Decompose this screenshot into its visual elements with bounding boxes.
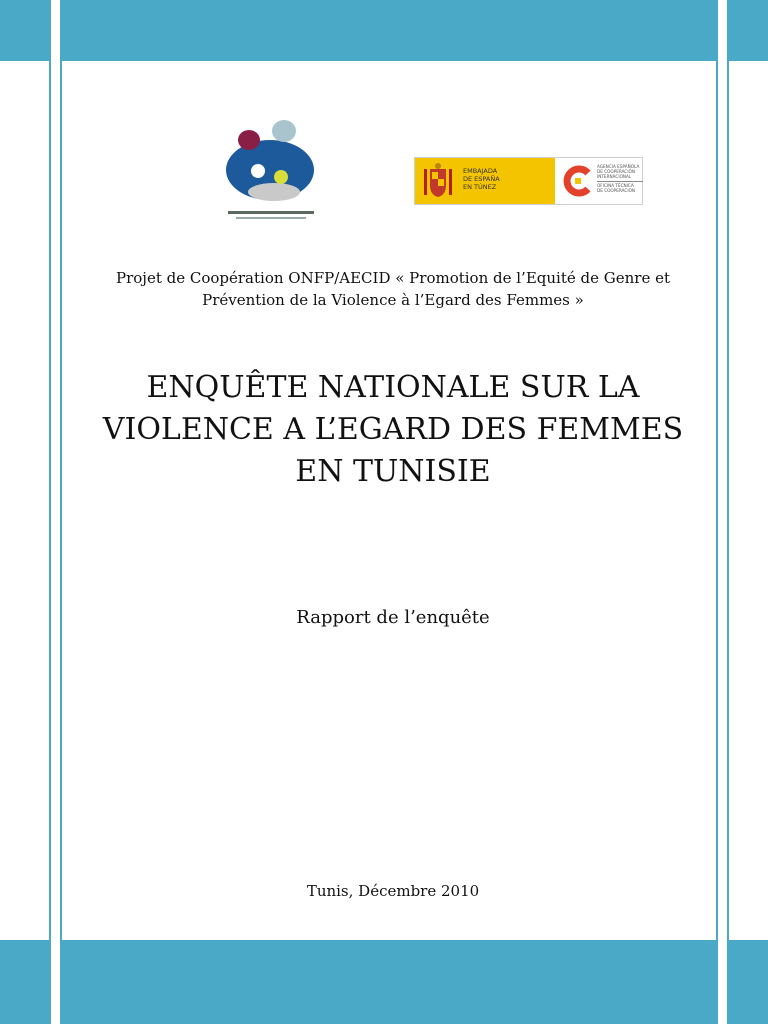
top-band-left — [0, 0, 50, 61]
project-subtitle — [80, 267, 706, 311]
office-line-2: DE COOPERACIÓN — [597, 187, 636, 193]
embassy-line-2: DE ESPAÑA — [463, 175, 500, 183]
frame-line-left-inner — [60, 0, 62, 1024]
top-band-center — [61, 0, 717, 61]
spanish-cooperation-logo — [414, 157, 643, 205]
subtitle-line-2: Prévention de la Violence à l’Egard des Femmes » — [202, 291, 584, 309]
title-line-2: VIOLENCE A L’EGARD DES FEMMES — [102, 412, 684, 447]
office-line-1: OFICINA TÉCNICA — [597, 182, 634, 188]
title-line-3: EN TUNISIE — [295, 454, 491, 489]
title-line-1: ENQUÊTE NATIONALE SUR LA — [146, 370, 640, 405]
embassy-line-1: EMBAJADA — [463, 167, 498, 175]
top-band-right — [728, 0, 768, 61]
aecid-line-3: INTERNACIONAL — [597, 174, 632, 180]
bottom-band-left — [0, 940, 50, 1024]
frame-line-right-outer — [727, 0, 729, 1024]
aecid-line-2: DE COOPERACIÓN — [597, 169, 636, 175]
bottom-band-center — [61, 940, 717, 1024]
onfp-family-logo-icon — [222, 118, 318, 224]
aecid-c-icon — [561, 164, 595, 198]
frame-line-left-outer — [49, 0, 51, 1024]
embassy-text — [463, 167, 553, 191]
report-label: Rapport de l’enquête — [296, 607, 490, 628]
place-date: Tunis, Décembre 2010 — [306, 882, 480, 900]
embassy-line-3: EN TÚNEZ — [463, 183, 497, 191]
aecid-line-1: AGENCIA ESPAÑOLA — [597, 164, 640, 169]
onfp-logo — [222, 118, 318, 224]
frame-line-right-inner — [716, 0, 718, 1024]
bottom-band-right — [728, 940, 768, 1024]
report-title — [80, 367, 706, 493]
aecid-text — [597, 164, 643, 193]
subtitle-line-1: Projet de Coopération ONFP/AECID « Promotion de l’Equité de Genre et — [116, 269, 670, 287]
spanish-coat-of-arms-icon — [423, 163, 453, 199]
